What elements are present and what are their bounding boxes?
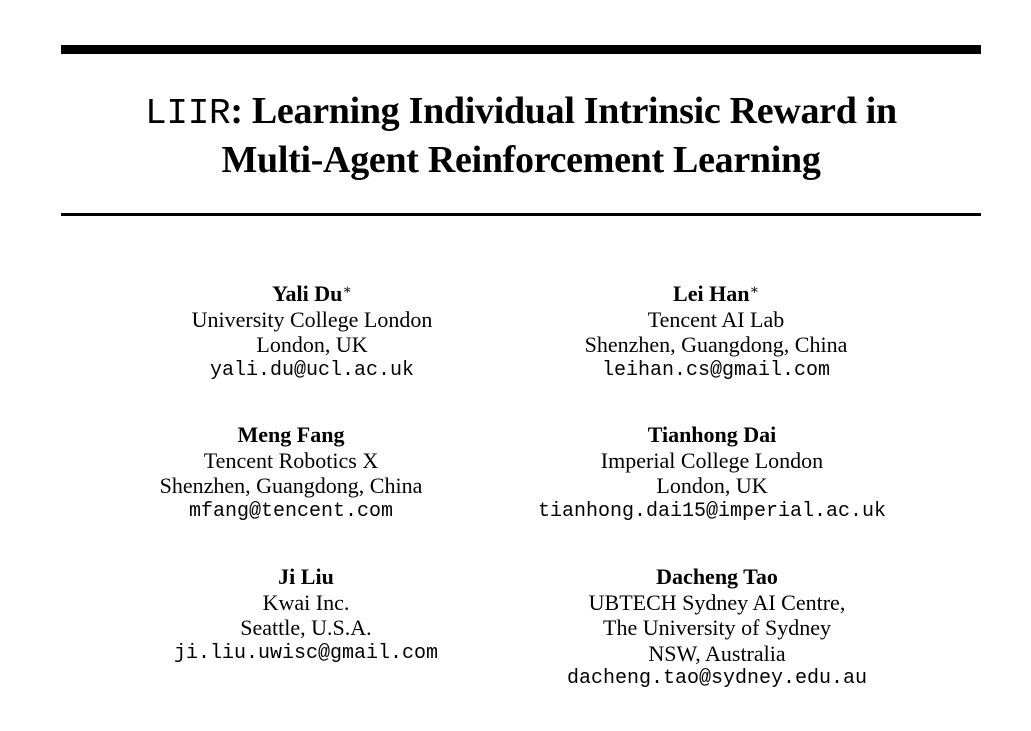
author-affiliation: University College London <box>191 306 433 332</box>
author-location: London, UK <box>256 332 368 357</box>
author-block-ji-liu <box>126 564 486 666</box>
author-email[interactable]: leihan.cs@gmail.com <box>601 358 831 382</box>
author-name: Lei Han <box>673 281 750 306</box>
author-location: Seattle, U.S.A. <box>240 615 372 640</box>
author-name: Meng Fang <box>237 422 345 447</box>
author-affiliation: Tencent Robotics X <box>203 447 379 473</box>
author-name: Tianhong Dai <box>647 422 777 447</box>
title-bottom-rule <box>61 213 981 216</box>
title-line-2: Multi-Agent Reinforcement Learning <box>221 139 821 181</box>
title-line-1 <box>61 88 981 137</box>
author-institution: The University of Sydney <box>603 615 831 640</box>
author-affiliation: Kwai Inc. <box>262 589 350 615</box>
paper-title <box>61 88 981 183</box>
title-top-rule <box>61 45 981 54</box>
author-block-meng-fang <box>111 422 471 524</box>
author-block-dacheng-tao <box>537 564 897 692</box>
author-email[interactable]: mfang@tencent.com <box>188 499 394 523</box>
title-abbreviation: LIIR <box>145 93 231 134</box>
author-block-yali-du <box>132 281 492 383</box>
author-location: Shenzhen, Guangdong, China <box>584 332 848 357</box>
author-block-lei-han <box>536 281 896 383</box>
equal-contribution-marker: ∗ <box>749 283 759 298</box>
author-location: Shenzhen, Guangdong, China <box>159 473 423 498</box>
author-email[interactable]: dacheng.tao@sydney.edu.au <box>566 667 868 690</box>
equal-contribution-marker: ∗ <box>342 283 352 298</box>
author-email[interactable]: ji.liu.uwisc@gmail.com <box>173 641 439 665</box>
author-name: Yali Du <box>272 281 343 306</box>
author-email[interactable]: yali.du@ucl.ac.uk <box>209 358 415 382</box>
author-affiliation: UBTECH Sydney AI Centre, <box>588 589 846 615</box>
author-email[interactable]: tianhong.dai15@imperial.ac.uk <box>537 499 887 523</box>
author-location: NSW, Australia <box>648 640 786 666</box>
author-location: London, UK <box>656 473 768 498</box>
author-name: Dacheng Tao <box>656 564 778 589</box>
author-affiliation: Imperial College London <box>600 447 824 473</box>
author-block-tianhong-dai <box>532 422 892 524</box>
author-name: Ji Liu <box>278 564 334 589</box>
title-line-1-text: : Learning Individual Intrinsic Reward in <box>230 90 897 132</box>
author-affiliation: Tencent AI Lab <box>647 306 785 332</box>
